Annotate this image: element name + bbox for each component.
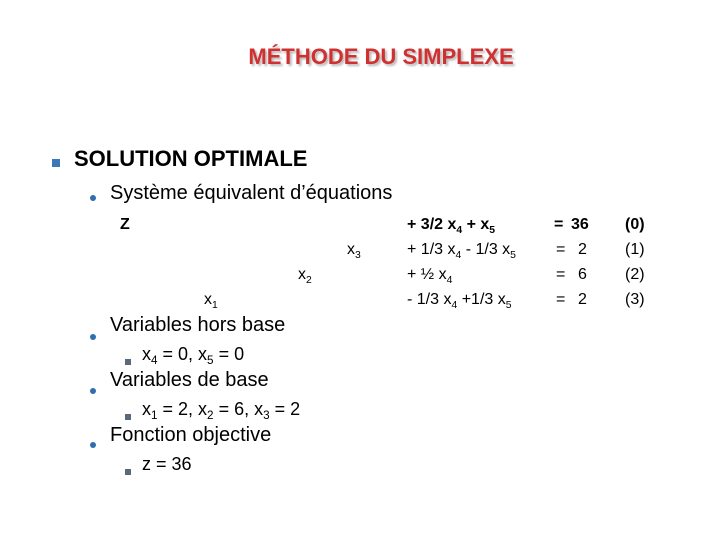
equation-3-tag: (3) [625,291,645,308]
system-x2: $x_2$ [298,266,312,286]
equation-0-tag: (0) [625,216,645,233]
system-label: Système équivalent d’équations [110,182,393,204]
equation-1-terms: + 1/3 $x_4 - 1/3$ $x_5$ [407,241,516,261]
slide-title: MÉTHODE DU SIMPLEXE [248,44,514,69]
equation-2-tag: (2) [625,266,645,283]
de-base-values: $x_1 = 2$, $x_2 = 6$, $x_3 = 2$ [142,399,301,422]
equation-2-rhs: 6 [578,266,587,283]
sub-bullet-icon [125,407,131,425]
equation-1-rhs: 2 [578,241,587,258]
section-heading: SOLUTION OPTIMALE [74,146,308,171]
equation-3-rhs: 2 [578,291,587,308]
bullet-dot-icon [90,327,96,345]
equation-2-terms: + ½ $x_4$ [407,266,453,286]
equation-1-tag: (1) [625,241,645,258]
bullet-hors-base: Variables hors base [110,314,286,336]
equation-2-eq: = [556,266,566,283]
objective-value: z = 36 [142,454,192,474]
sub-bullet-icon [125,352,131,370]
bullet-objective: Fonction objective [110,424,272,446]
bullet-dot-icon [90,381,96,399]
hors-base-values: $x_4 = 0$, $x_5 = 0$ [142,344,245,367]
sub-bullet-icon [125,462,131,480]
bullet-de-base: Variables de base [110,369,269,391]
system-z: Z [120,216,130,233]
equation-1-eq: = [556,241,566,258]
system-x1: $x_1$ [204,291,218,311]
equation-0-eq: = [554,216,564,233]
equation-3-terms: - 1/3 $x_4 +1/3$ $x_5$ [407,291,512,311]
equation-3-eq: = [556,291,566,308]
system-x3: $x_3$ [347,241,361,261]
equation-0-rhs: 36 [571,216,589,233]
bullet-dot-icon [90,435,96,453]
bullet-dot-icon [90,188,96,206]
equation-0-terms: + 3/2 $x_4 + x_5$ [407,216,496,236]
heading-bullet-icon [52,154,60,172]
